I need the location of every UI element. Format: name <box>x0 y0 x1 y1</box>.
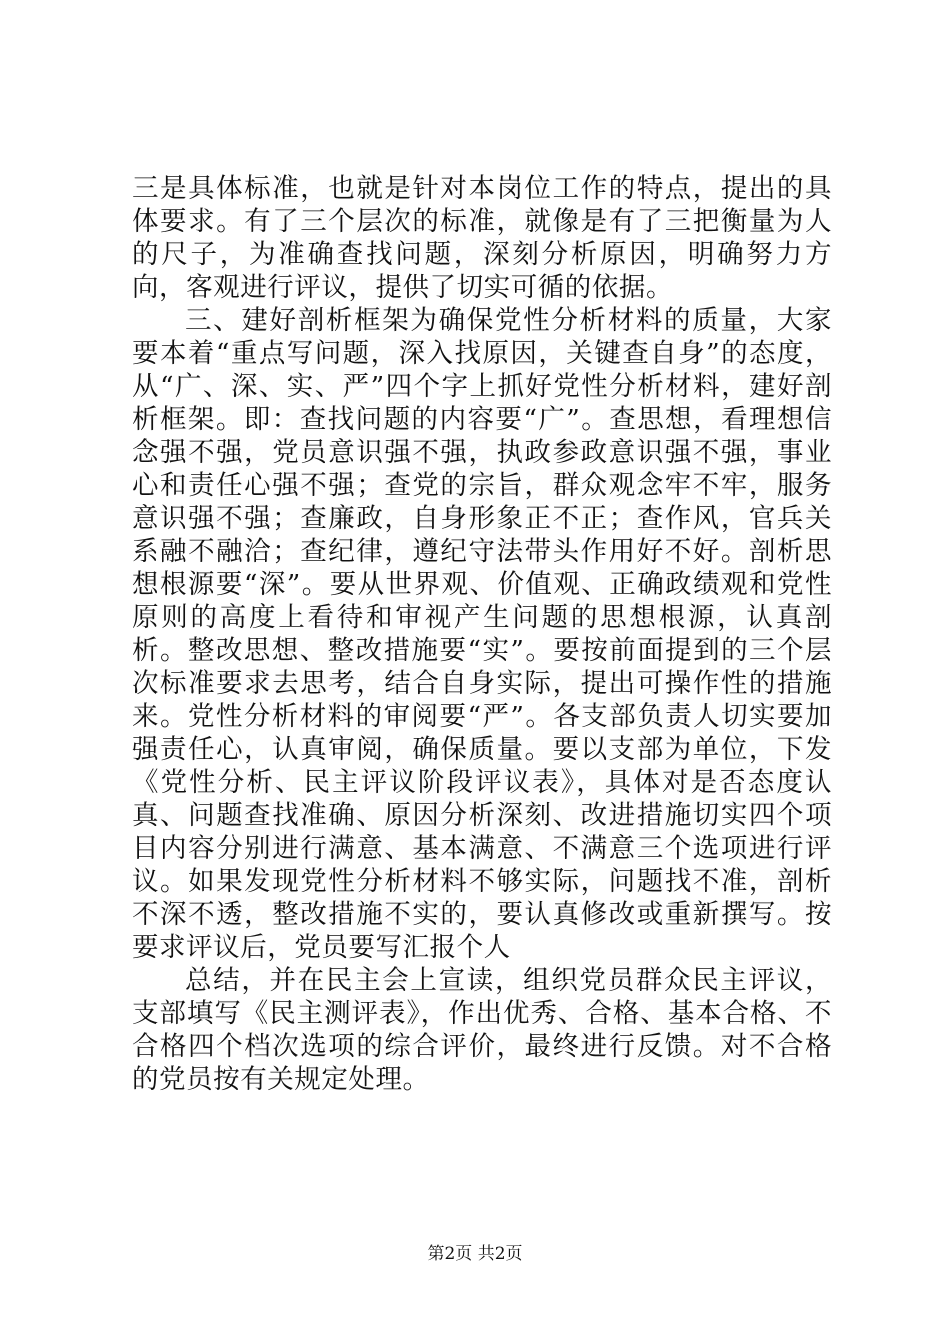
page-footer: 第2页 共2页 <box>427 1244 523 1264</box>
document-body <box>132 172 832 1096</box>
paragraph-standards: 三是具体标准，也就是针对本岗位工作的特点，提出的具体要求。有了三个层次的标准，就像是有了三把衡量为人的尺子，为准确查找问题，深刻分析原因，明确努力方向，客观进行评议，提供了切实可循的依据。 <box>132 173 832 303</box>
paragraph-analysis-framework: 三、建好剖析框架为确保党性分析材料的质量，大家要本着“重点写问题，深入找原因，关键查自身”的态度，从“广、深、实、严”四个字上抓好党性分析材料，建好剖析框架。即：查找问题的内容要“广”。查思想，看理想信念强不强，党员意识强不强，执政参政意识强不强，事业心和责任心强不强；查党的宗旨，群众观念牢不牢，服务意识强不强；查廉政，自身形象正不正；查作风，官兵关系融不融洽；查纪律，遵纪守法带头作用好不好。剖析思想根源要“深”。要从世界观、价值观、正确政绩观和党性原则的高度上看待和审视产生问题的思想根源，认真剖析。整改思想、整改措施要“实”。要按前面提到的三个层次标准要求去思考，结合自身实际，提出可操作性的措施来。党性分析材料的审阅要“严”。各支部负责人切实要加强责任心，认真审阅，确保质量。要以支部为单位，下发《党性分析、民主评议阶段评议表》，具体对是否态度认真、问题查找准确、原因分析深刻、改进措施切实四个项目内容分别进行满意、基本满意、不满意三个选项进行评议。如果发现党性分析材料不够实际，问题找不准，剖析不深不透，整改措施不实的，要认真修改或重新撰写。按要求评议后，党员要写汇报个人 <box>132 305 832 963</box>
paragraph-summary: 总结，并在民主会上宣读，组织党员群众民主评议，支部填写《民主测评表》，作出优秀、合格、基本合格、不合格四个档次选项的综合评价，最终进行反馈。对不合格的党员按有关规定处理。 <box>132 965 832 1095</box>
